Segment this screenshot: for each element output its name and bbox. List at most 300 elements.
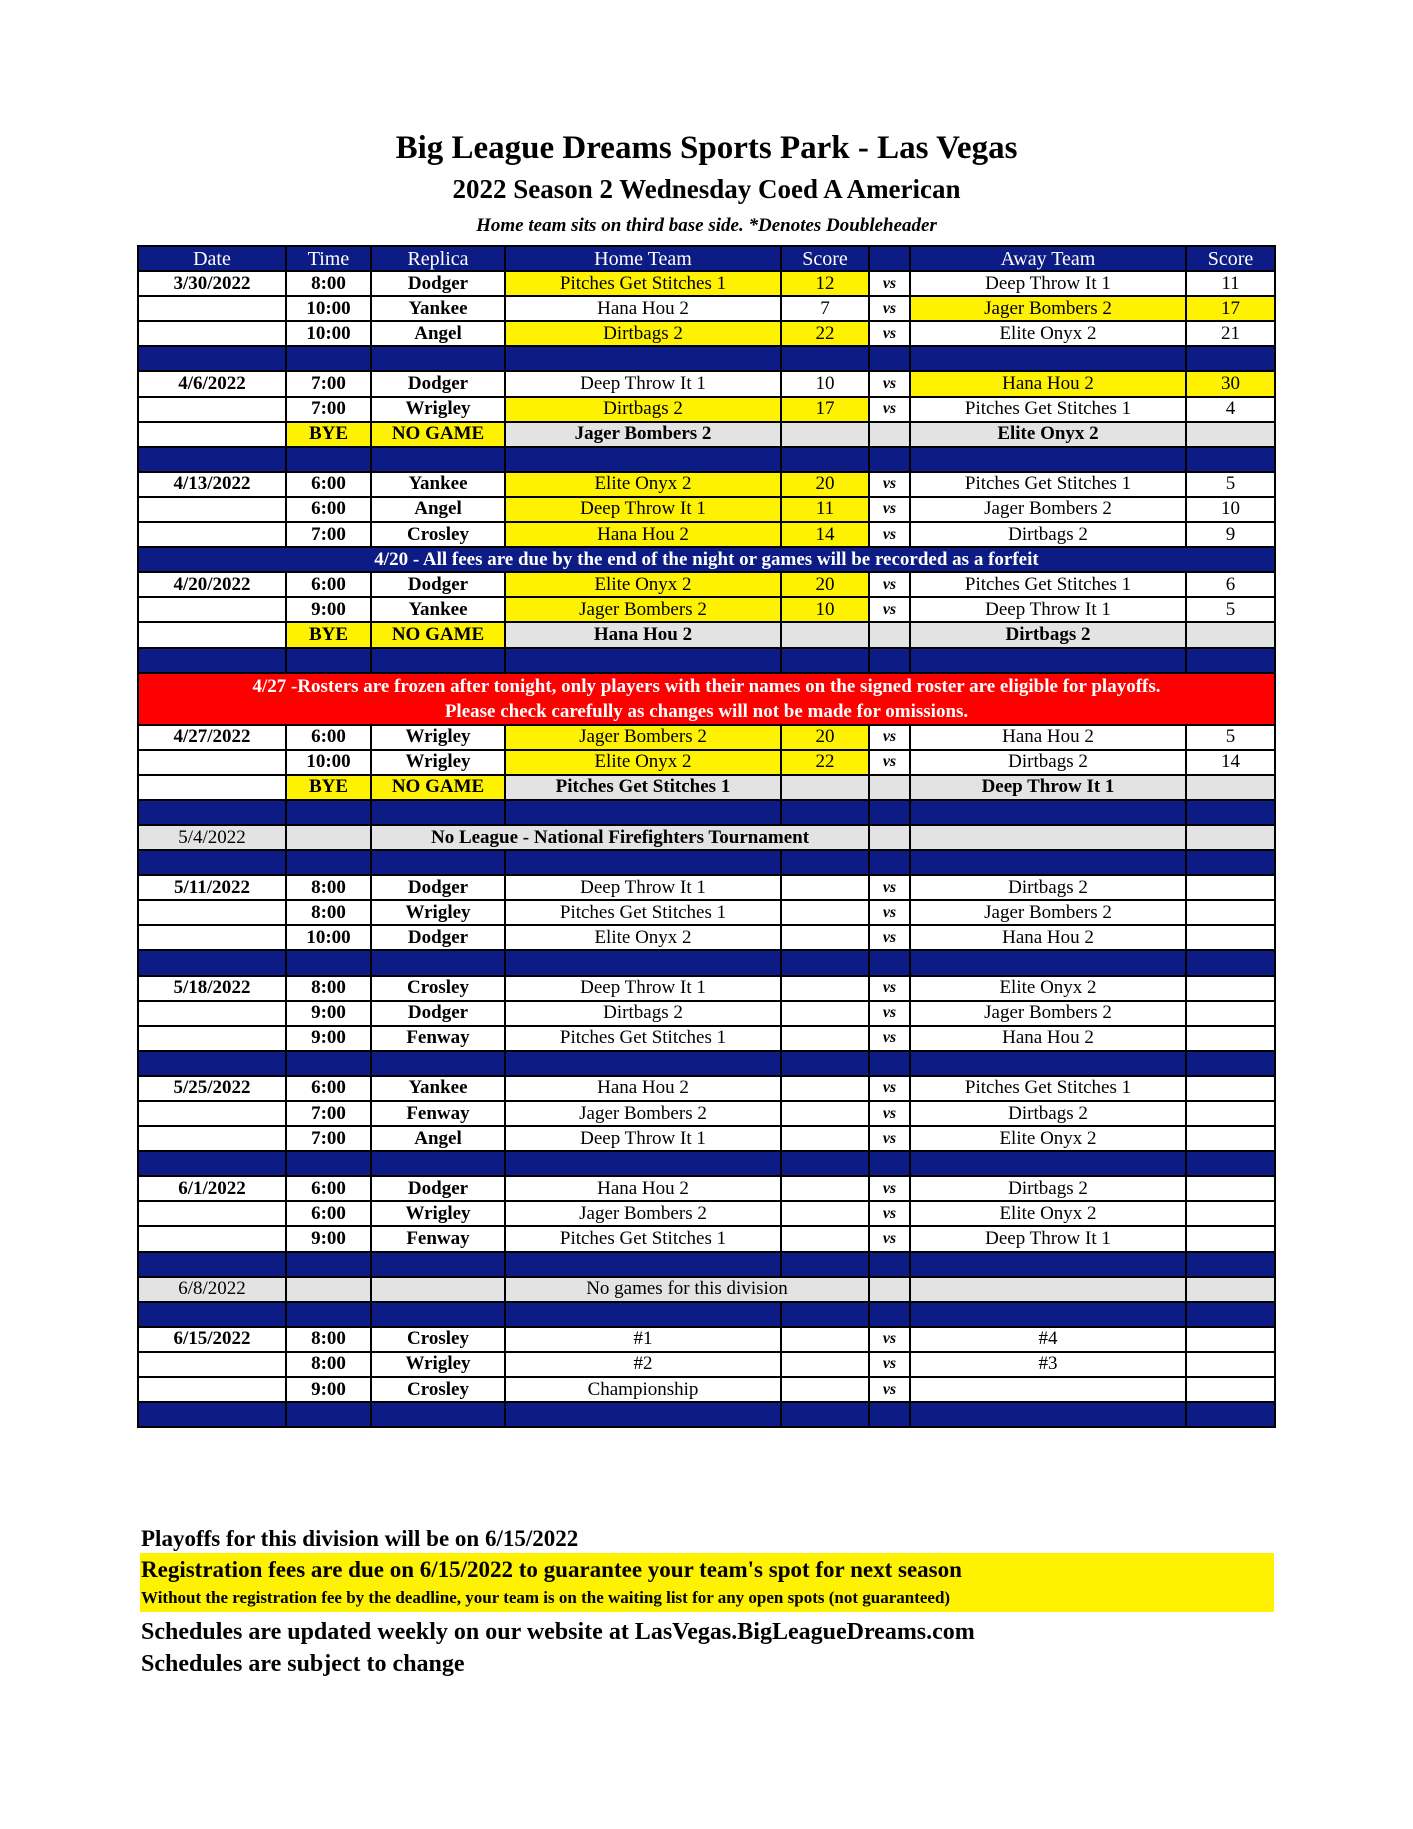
home-team: Deep Throw It 1 (505, 1126, 781, 1151)
game-time: 7:00 (286, 1101, 371, 1126)
bye-team: Jager Bombers 2 (505, 422, 781, 447)
away-score: 21 (1186, 321, 1275, 346)
game-date (138, 622, 286, 647)
game-row (138, 597, 1275, 622)
separator-cell (371, 850, 505, 875)
game-row (138, 725, 1275, 750)
game-date: 4/6/2022 (138, 371, 286, 396)
home-team: Jager Bombers 2 (505, 1101, 781, 1126)
separator-cell (1186, 447, 1275, 472)
away-team: Pitches Get Stitches 1 (910, 472, 1186, 497)
game-row (138, 875, 1275, 900)
header-row (138, 246, 1275, 271)
away-score (1186, 1327, 1275, 1352)
no-game-label: NO GAME (371, 622, 505, 647)
separator-cell (910, 800, 1186, 825)
vs-label: vs (869, 572, 910, 597)
game-date: 5/18/2022 (138, 976, 286, 1001)
home-score: 11 (781, 497, 869, 522)
separator-cell (781, 1151, 869, 1176)
away-score: 5 (1186, 472, 1275, 497)
separator-cell (371, 346, 505, 371)
game-replica: Angel (371, 497, 505, 522)
waiting-list-note: Without the registration fee by the deadline, your team is on the waiting list for any open spots (not guaranteed) (141, 1588, 951, 1607)
home-score (781, 875, 869, 900)
game-time: 9:00 (286, 1226, 371, 1251)
home-team: Championship (505, 1377, 781, 1402)
game-time: 9:00 (286, 597, 371, 622)
home-score: 14 (781, 522, 869, 547)
away-score: 9 (1186, 522, 1275, 547)
game-row (138, 1126, 1275, 1151)
away-team: Pitches Get Stitches 1 (910, 572, 1186, 597)
game-time: 6:00 (286, 725, 371, 750)
home-score (781, 1327, 869, 1352)
home-score: 12 (781, 271, 869, 296)
separator-cell (505, 1051, 781, 1076)
column-header-away-score: Score (1186, 246, 1275, 271)
column-header-date: Date (138, 246, 286, 271)
vs-label (869, 622, 910, 647)
home-score: 20 (781, 725, 869, 750)
website-note: Schedules are updated weekly on our website at LasVegas.BigLeagueDreams.com (141, 1619, 975, 1645)
away-score: 10 (1186, 497, 1275, 522)
separator-cell (505, 447, 781, 472)
home-team: Dirtbags 2 (505, 321, 781, 346)
separator-cell (910, 346, 1186, 371)
vs-label: vs (869, 321, 910, 346)
schedule-body (138, 271, 1275, 1427)
bye-team: Dirtbags 2 (910, 622, 1186, 647)
separator-row (138, 1302, 1275, 1327)
game-replica: Crosley (371, 522, 505, 547)
separator-cell (371, 1151, 505, 1176)
game-row (138, 522, 1275, 547)
separator-cell (1186, 346, 1275, 371)
separator-cell (869, 648, 910, 673)
game-replica: Crosley (371, 1377, 505, 1402)
home-score (781, 1201, 869, 1226)
game-replica: Dodger (371, 572, 505, 597)
home-score (781, 622, 869, 647)
roster-alert-row (138, 673, 1275, 725)
away-team: Hana Hou 2 (910, 1026, 1186, 1051)
separator-cell (138, 850, 286, 875)
separator-cell (286, 447, 371, 472)
game-replica: Dodger (371, 1001, 505, 1026)
away-team: #4 (910, 1327, 1186, 1352)
game-date: 6/1/2022 (138, 1176, 286, 1201)
separator-cell (138, 346, 286, 371)
vs-label: vs (869, 1226, 910, 1251)
separator-cell (286, 800, 371, 825)
home-team: Hana Hou 2 (505, 522, 781, 547)
separator-cell (910, 1151, 1186, 1176)
away-team: Hana Hou 2 (910, 371, 1186, 396)
separator-cell (781, 1252, 869, 1277)
game-replica: Angel (371, 321, 505, 346)
separator-cell (505, 346, 781, 371)
home-team: Pitches Get Stitches 1 (505, 271, 781, 296)
blank-cell (286, 825, 371, 850)
vs-label: vs (869, 1377, 910, 1402)
separator-cell (138, 1151, 286, 1176)
away-team: Pitches Get Stitches 1 (910, 1076, 1186, 1101)
vs-label: vs (869, 1201, 910, 1226)
game-date (138, 750, 286, 775)
game-replica: Dodger (371, 271, 505, 296)
away-score: 5 (1186, 725, 1275, 750)
column-header-time: Time (286, 246, 371, 271)
home-team: #1 (505, 1327, 781, 1352)
game-row (138, 472, 1275, 497)
away-score (1186, 422, 1275, 447)
home-score (781, 1352, 869, 1377)
game-date (138, 1201, 286, 1226)
away-score: 5 (1186, 597, 1275, 622)
game-replica: Dodger (371, 371, 505, 396)
home-score: 20 (781, 572, 869, 597)
home-score (781, 900, 869, 925)
vs-label: vs (869, 397, 910, 422)
game-time: 8:00 (286, 1352, 371, 1377)
separator-cell (371, 1402, 505, 1427)
game-replica: Yankee (371, 472, 505, 497)
separator-row (138, 1151, 1275, 1176)
away-score (1186, 1026, 1275, 1051)
game-time: 9:00 (286, 1026, 371, 1051)
separator-cell (1186, 1402, 1275, 1427)
game-time: 8:00 (286, 271, 371, 296)
home-team: Hana Hou 2 (505, 1076, 781, 1101)
subject-to-change-note: Schedules are subject to change (141, 1651, 465, 1677)
column-header-home-score: Score (781, 246, 869, 271)
game-row (138, 1201, 1275, 1226)
game-date (138, 1001, 286, 1026)
away-score: 4 (1186, 397, 1275, 422)
home-score: 7 (781, 296, 869, 321)
home-team: Pitches Get Stitches 1 (505, 900, 781, 925)
separator-row (138, 1051, 1275, 1076)
separator-cell (781, 1051, 869, 1076)
blank-cell (286, 1277, 371, 1302)
separator-cell (505, 648, 781, 673)
separator-cell (781, 1302, 869, 1327)
game-time: 8:00 (286, 976, 371, 1001)
game-replica: Dodger (371, 875, 505, 900)
away-score (1186, 1101, 1275, 1126)
separator-cell (910, 648, 1186, 673)
separator-cell (138, 648, 286, 673)
separator-cell (1186, 1051, 1275, 1076)
game-row (138, 271, 1275, 296)
game-replica: Fenway (371, 1101, 505, 1126)
separator-cell (138, 950, 286, 975)
column-header-vs (869, 246, 910, 271)
vs-label: vs (869, 925, 910, 950)
vs-label: vs (869, 1001, 910, 1026)
game-time: 6:00 (286, 497, 371, 522)
away-team: Pitches Get Stitches 1 (910, 397, 1186, 422)
game-row (138, 1176, 1275, 1201)
home-team: #2 (505, 1352, 781, 1377)
home-team: Pitches Get Stitches 1 (505, 1026, 781, 1051)
fees-notice: 4/20 - All fees are due by the end of the night or games will be recorded as a forfeit (138, 547, 1275, 572)
home-score (781, 775, 869, 800)
separator-cell (910, 1051, 1186, 1076)
game-row (138, 371, 1275, 396)
game-date: 6/8/2022 (138, 1277, 286, 1302)
separator-cell (371, 1252, 505, 1277)
vs-label: vs (869, 900, 910, 925)
no-games-text: No games for this division (505, 1277, 869, 1302)
game-row (138, 925, 1275, 950)
game-row (138, 1076, 1275, 1101)
roster-alert (138, 673, 1275, 725)
game-replica: Angel (371, 1126, 505, 1151)
away-team: Jager Bombers 2 (910, 900, 1186, 925)
vs-label: vs (869, 1352, 910, 1377)
home-score: 17 (781, 397, 869, 422)
blank-cell (869, 825, 910, 850)
separator-row (138, 346, 1275, 371)
away-team: Dirtbags 2 (910, 1101, 1186, 1126)
vs-label: vs (869, 271, 910, 296)
roster-alert-line-2: Please check carefully as changes will not be made for omissions. (444, 700, 969, 722)
blank-cell (869, 1277, 910, 1302)
bye-team: Deep Throw It 1 (910, 775, 1186, 800)
away-score: 6 (1186, 572, 1275, 597)
separator-cell (138, 1051, 286, 1076)
vs-label: vs (869, 522, 910, 547)
home-team: Elite Onyx 2 (505, 925, 781, 950)
away-team: Dirtbags 2 (910, 522, 1186, 547)
game-date (138, 1352, 286, 1377)
game-date (138, 397, 286, 422)
home-score: 22 (781, 750, 869, 775)
game-date (138, 1377, 286, 1402)
away-team: Hana Hou 2 (910, 925, 1186, 950)
separator-row (138, 850, 1275, 875)
vs-label: vs (869, 1327, 910, 1352)
game-row (138, 497, 1275, 522)
blank-cell (910, 1277, 1186, 1302)
separator-cell (1186, 800, 1275, 825)
game-time: 6:00 (286, 1201, 371, 1226)
separator-cell (505, 850, 781, 875)
separator-cell (505, 1151, 781, 1176)
separator-cell (910, 1402, 1186, 1427)
fees-notice-row (138, 547, 1275, 572)
game-time: 7:00 (286, 397, 371, 422)
game-time: 7:00 (286, 371, 371, 396)
separator-cell (869, 447, 910, 472)
away-score: 17 (1186, 296, 1275, 321)
game-date (138, 1026, 286, 1051)
separator-cell (371, 447, 505, 472)
game-date (138, 925, 286, 950)
roster-alert-line-1: 4/27 -Rosters are frozen after tonight, only players with their names on the signed roster are eligible for playoffs. (252, 675, 1161, 697)
vs-label: vs (869, 1126, 910, 1151)
game-row (138, 976, 1275, 1001)
game-replica: Dodger (371, 925, 505, 950)
bye-row (138, 422, 1275, 447)
away-team: #3 (910, 1352, 1186, 1377)
schedule-table (137, 245, 1276, 1428)
game-replica: Yankee (371, 1076, 505, 1101)
game-row (138, 1226, 1275, 1251)
game-replica: Wrigley (371, 1352, 505, 1377)
away-team: Dirtbags 2 (910, 1176, 1186, 1201)
separator-row (138, 950, 1275, 975)
game-date (138, 522, 286, 547)
home-score (781, 1026, 869, 1051)
home-team: Dirtbags 2 (505, 1001, 781, 1026)
away-score (1186, 925, 1275, 950)
game-time: 8:00 (286, 875, 371, 900)
bye-team: Elite Onyx 2 (910, 422, 1186, 447)
separator-cell (781, 1402, 869, 1427)
separator-cell (1186, 1252, 1275, 1277)
game-row (138, 750, 1275, 775)
away-score (1186, 775, 1275, 800)
vs-label: vs (869, 472, 910, 497)
separator-cell (869, 800, 910, 825)
blank-cell (1186, 825, 1275, 850)
game-time: 10:00 (286, 321, 371, 346)
game-replica: Wrigley (371, 397, 505, 422)
separator-cell (286, 346, 371, 371)
separator-cell (371, 1302, 505, 1327)
separator-row (138, 648, 1275, 673)
away-team: Deep Throw It 1 (910, 271, 1186, 296)
home-score (781, 1226, 869, 1251)
no-league-row (138, 825, 1275, 850)
away-score (1186, 1176, 1275, 1201)
game-time: 9:00 (286, 1001, 371, 1026)
game-date: 5/25/2022 (138, 1076, 286, 1101)
away-team: Deep Throw It 1 (910, 1226, 1186, 1251)
vs-label: vs (869, 725, 910, 750)
separator-cell (781, 800, 869, 825)
separator-cell (910, 950, 1186, 975)
away-score (1186, 1352, 1275, 1377)
vs-label: vs (869, 875, 910, 900)
game-date: 6/15/2022 (138, 1327, 286, 1352)
bye-label: BYE (286, 622, 371, 647)
vs-label: vs (869, 597, 910, 622)
game-date (138, 321, 286, 346)
separator-cell (286, 850, 371, 875)
game-date: 5/11/2022 (138, 875, 286, 900)
game-replica: Wrigley (371, 750, 505, 775)
column-header-away-team: Away Team (910, 246, 1186, 271)
home-team: Elite Onyx 2 (505, 750, 781, 775)
separator-cell (1186, 1302, 1275, 1327)
away-score (1186, 976, 1275, 1001)
separator-cell (869, 950, 910, 975)
game-time: 10:00 (286, 296, 371, 321)
game-row (138, 1352, 1275, 1377)
home-score: 10 (781, 597, 869, 622)
away-team: Dirtbags 2 (910, 875, 1186, 900)
home-team: Jager Bombers 2 (505, 597, 781, 622)
separator-cell (371, 648, 505, 673)
away-team: Hana Hou 2 (910, 725, 1186, 750)
game-row (138, 1101, 1275, 1126)
home-score: 22 (781, 321, 869, 346)
game-replica: Crosley (371, 976, 505, 1001)
separator-cell (505, 1302, 781, 1327)
away-score (1186, 875, 1275, 900)
game-replica: Yankee (371, 296, 505, 321)
separator-cell (286, 1302, 371, 1327)
playoffs-note: Playoffs for this division will be on 6/15/2022 (141, 1526, 579, 1551)
home-team: Dirtbags 2 (505, 397, 781, 422)
home-score (781, 1101, 869, 1126)
home-team: Hana Hou 2 (505, 1176, 781, 1201)
game-row (138, 1026, 1275, 1051)
away-score (1186, 1377, 1275, 1402)
away-team (910, 1377, 1186, 1402)
vs-label: vs (869, 1176, 910, 1201)
game-date (138, 597, 286, 622)
blank-cell (1186, 1277, 1275, 1302)
game-date (138, 497, 286, 522)
away-score (1186, 1226, 1275, 1251)
bye-row (138, 622, 1275, 647)
away-team: Jager Bombers 2 (910, 296, 1186, 321)
game-date: 3/30/2022 (138, 271, 286, 296)
game-replica: Yankee (371, 597, 505, 622)
separator-cell (781, 950, 869, 975)
separator-cell (869, 1302, 910, 1327)
away-team: Jager Bombers 2 (910, 497, 1186, 522)
separator-cell (1186, 1151, 1275, 1176)
separator-cell (910, 1252, 1186, 1277)
separator-cell (371, 1051, 505, 1076)
separator-cell (286, 1151, 371, 1176)
separator-cell (1186, 648, 1275, 673)
game-date: 5/4/2022 (138, 825, 286, 850)
separator-cell (1186, 850, 1275, 875)
home-team: Pitches Get Stitches 1 (505, 1226, 781, 1251)
home-team: Elite Onyx 2 (505, 472, 781, 497)
home-team: Deep Throw It 1 (505, 371, 781, 396)
separator-cell (869, 1402, 910, 1427)
separator-cell (371, 950, 505, 975)
game-time: 6:00 (286, 472, 371, 497)
home-score (781, 976, 869, 1001)
home-score (781, 925, 869, 950)
separator-cell (869, 1252, 910, 1277)
no-games-row (138, 1277, 1275, 1302)
home-score (781, 1377, 869, 1402)
home-team: Jager Bombers 2 (505, 725, 781, 750)
separator-cell (910, 850, 1186, 875)
separator-cell (138, 1302, 286, 1327)
separator-cell (869, 1051, 910, 1076)
no-game-label: NO GAME (371, 422, 505, 447)
game-date (138, 296, 286, 321)
game-row (138, 397, 1275, 422)
game-time: 10:00 (286, 925, 371, 950)
game-replica: Dodger (371, 1176, 505, 1201)
vs-label: vs (869, 497, 910, 522)
game-row (138, 572, 1275, 597)
separator-row (138, 447, 1275, 472)
game-replica: Wrigley (371, 1201, 505, 1226)
